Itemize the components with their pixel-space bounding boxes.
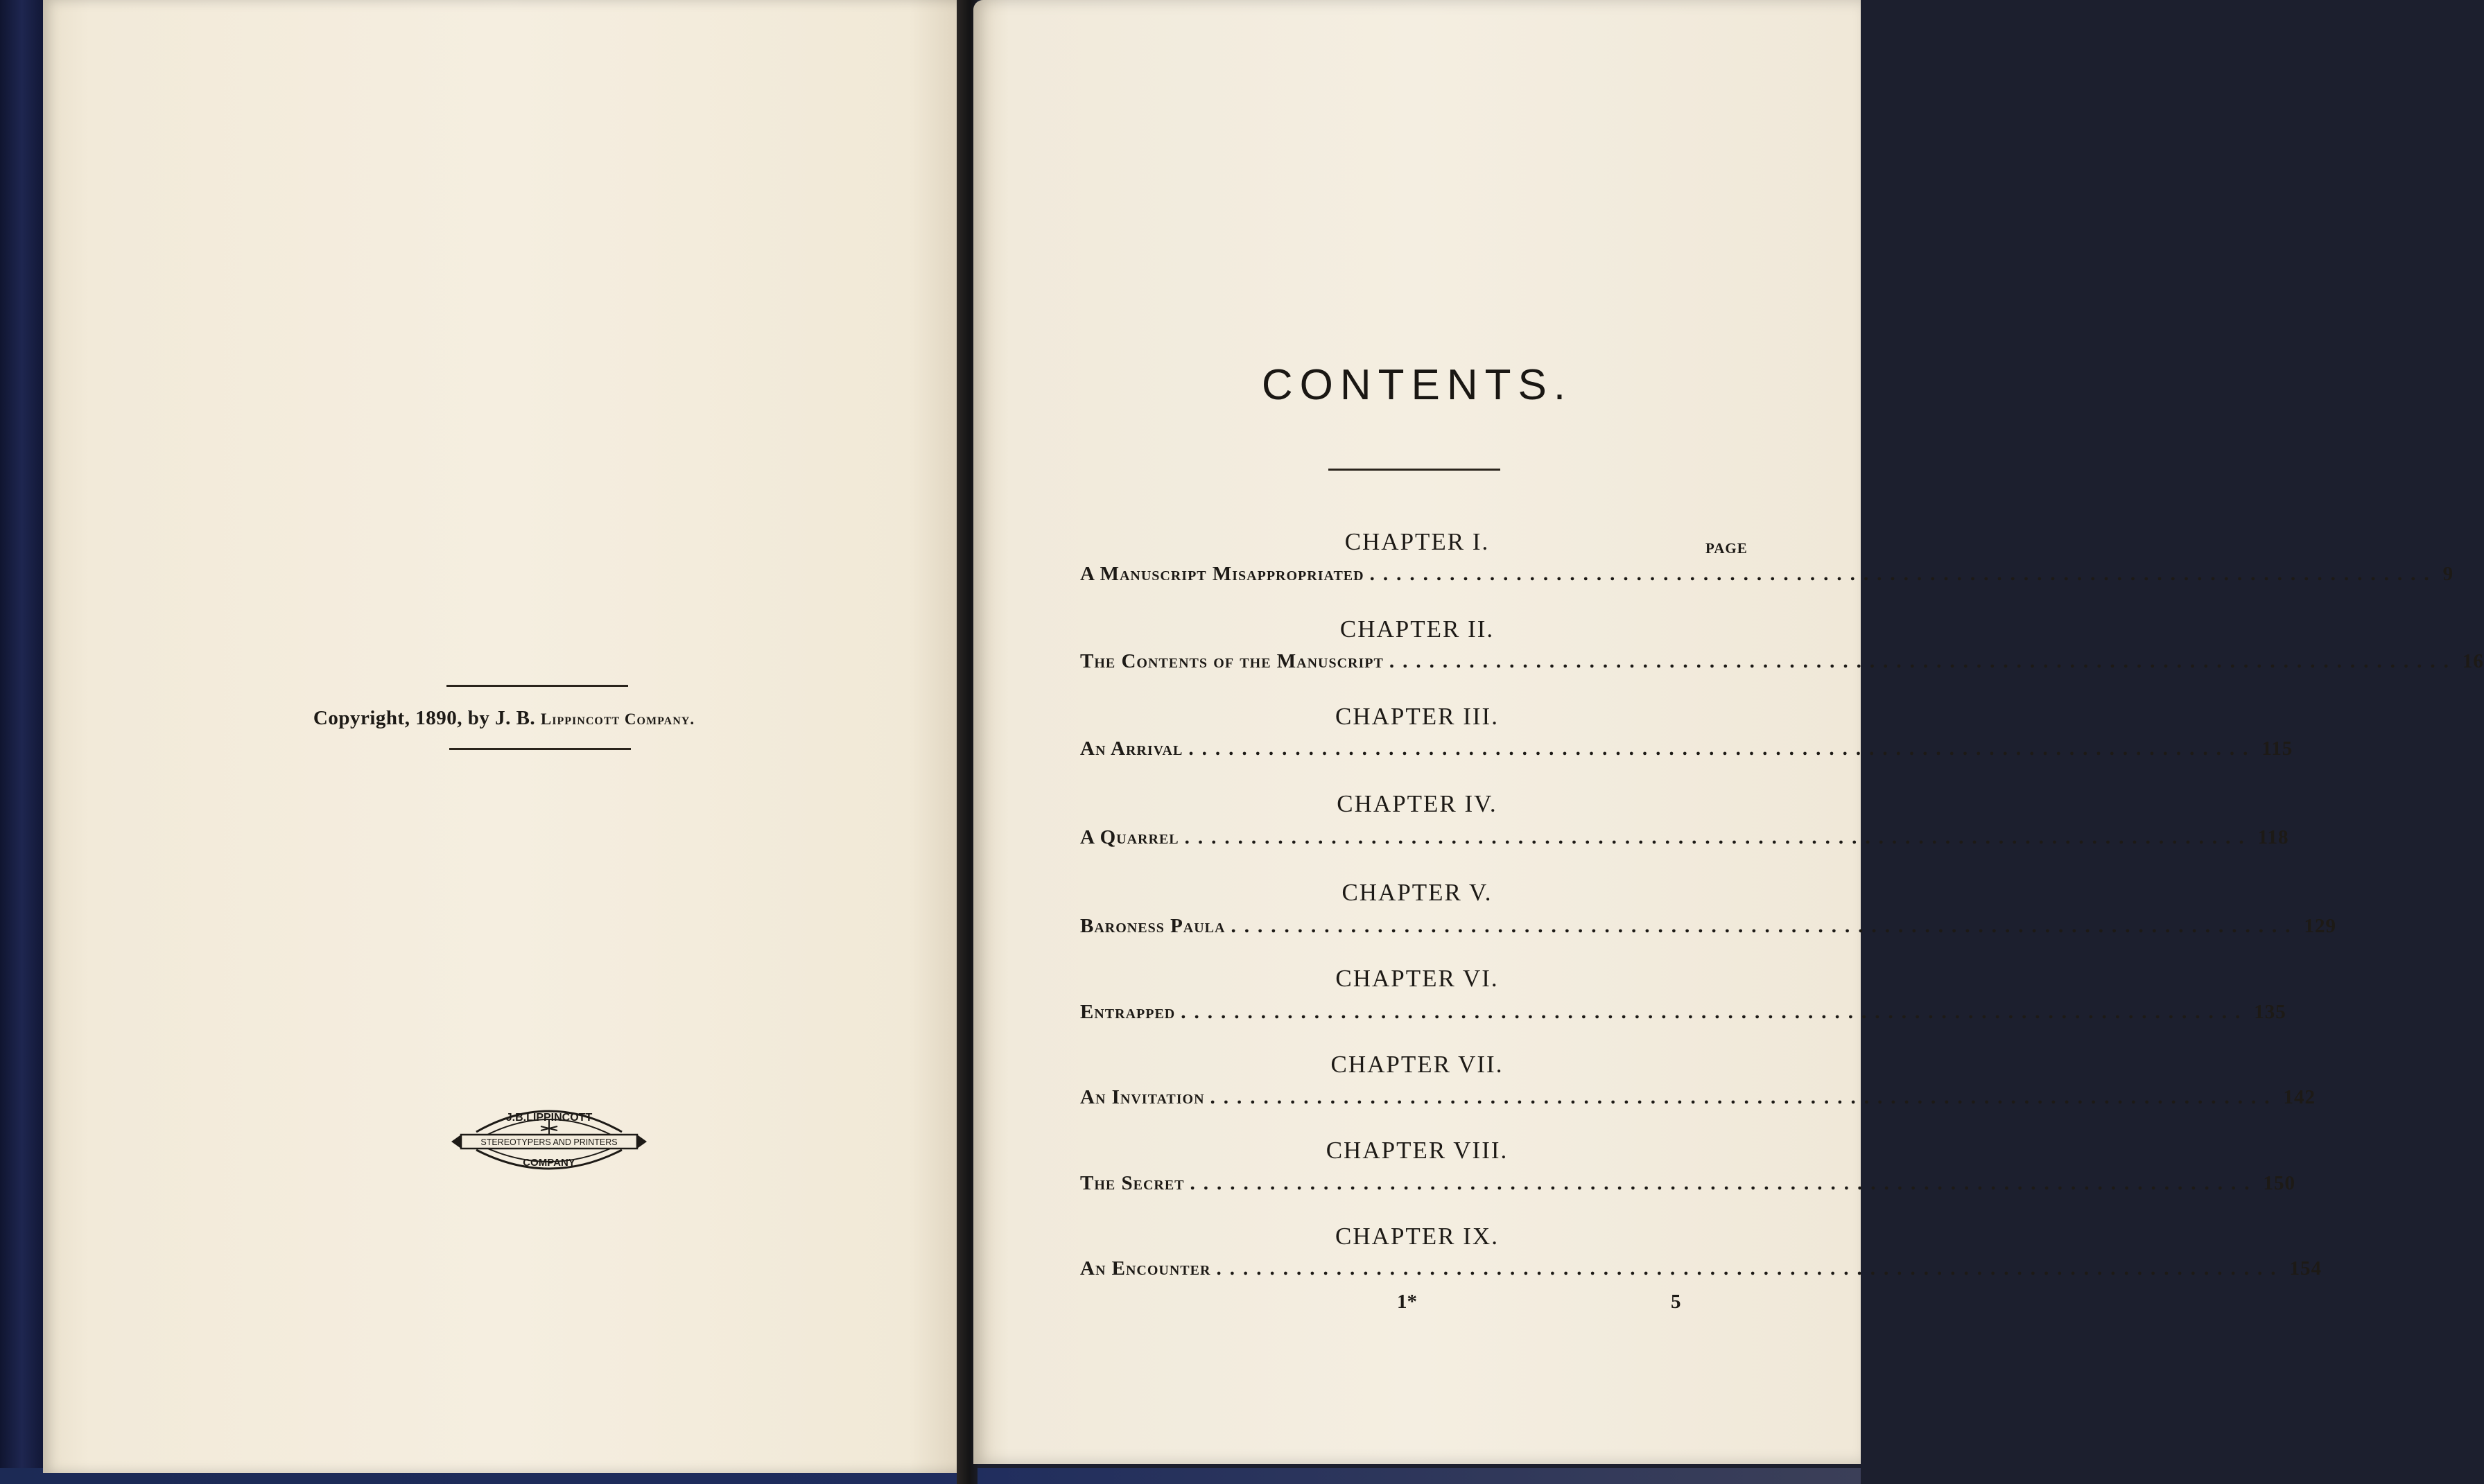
chapter-heading: CHAPTER VII. [1330,1051,1504,1078]
contents-entry [1080,1001,2286,1029]
book-cover-edge [0,0,49,1484]
chapter-heading: CHAPTER II. [1339,616,1495,643]
copyright-rule-top [446,685,628,687]
seal-middle-text: STEREOTYPERS AND PRINTERS [480,1137,618,1147]
dot-leader: ................................................................................ [1216,1257,2284,1280]
chapter-page-number: 16 [2462,650,2484,672]
contents-entry [1080,737,2293,765]
dot-leader: ................................................................................ [1181,1001,2249,1023]
chapter-heading: CHAPTER V. [1341,879,1493,906]
chapter-title: Entrapped [1080,1001,1176,1023]
contents-rule [1328,469,1500,471]
chapter-heading: CHAPTER III. [1335,703,1499,730]
dot-leader: ................................................................................ [1188,737,2257,760]
left-page [43,0,965,1473]
page-number: 5 [1671,1291,1681,1313]
chapter-heading: CHAPTER IV. [1337,790,1497,817]
signature-mark: 1* [1397,1291,1417,1313]
chapter-title: The Secret [1080,1172,1185,1194]
chapter-title: Baroness Paula [1080,915,1226,937]
copyright-rule-bottom [449,748,631,750]
contents-entry [1080,650,2484,678]
printer-seal-icon [449,1099,650,1175]
contents-entry [1080,1172,2296,1200]
chapter-heading: CHAPTER VI. [1335,965,1499,992]
chapter-title: A Manuscript Misappropriated [1080,563,1364,585]
dot-leader: ................................................................................ [1190,1172,2258,1194]
chapter-page-number: 9 [2442,563,2454,585]
chapter-page-number: 135 [2254,1001,2286,1023]
show-through-ghost [216,104,896,181]
chapter-heading: CHAPTER I. [1344,528,1490,555]
chapter-page-number: 129 [2304,915,2336,937]
copyright-line [43,707,965,730]
chapter-page-number: 142 [2283,1086,2316,1108]
chapter-title: A Quarrel [1080,826,1179,848]
dot-leader: ................................................................................ [1231,915,2299,937]
copyright-main: Copyright, 1890, by J. B. [313,707,541,729]
dot-leader: ................................................................................ [1389,650,2457,672]
contents-entry [1080,826,2289,854]
contents-entry [1080,1086,2316,1114]
copyright-company: Lippincott Company. [540,710,695,728]
chapter-page-number: 150 [2263,1172,2296,1194]
seal-bottom-text: COMPANY [523,1157,575,1169]
chapter-heading: CHAPTER IX. [1335,1223,1499,1250]
dot-leader: ................................................................................ [1369,563,2438,585]
contents-entry [1080,915,2336,943]
chapter-page-number: 118 [2257,826,2289,848]
contents-entry [1080,563,2454,591]
contents-heading: CONTENTS. [1261,361,1573,409]
contents-entry [1080,1257,2322,1285]
chapter-title: An Invitation [1080,1086,1205,1108]
chapter-heading: CHAPTER VIII. [1326,1137,1509,1164]
chapter-page-number: 154 [2289,1257,2322,1280]
seal-top-text: J.B.LIPPINCOTT [505,1112,593,1124]
page-column-label: PAGE [1705,540,1748,557]
chapter-title: An Arrival [1080,737,1183,760]
dot-leader: ................................................................................ [1184,826,2252,848]
dot-leader: ................................................................................ [1210,1086,2278,1108]
chapter-page-number: 115 [2261,737,2293,760]
printer-seal [449,1099,650,1175]
chapter-title: An Encounter [1080,1257,1211,1280]
chapter-title: The Contents of the Manuscript [1080,650,1384,672]
